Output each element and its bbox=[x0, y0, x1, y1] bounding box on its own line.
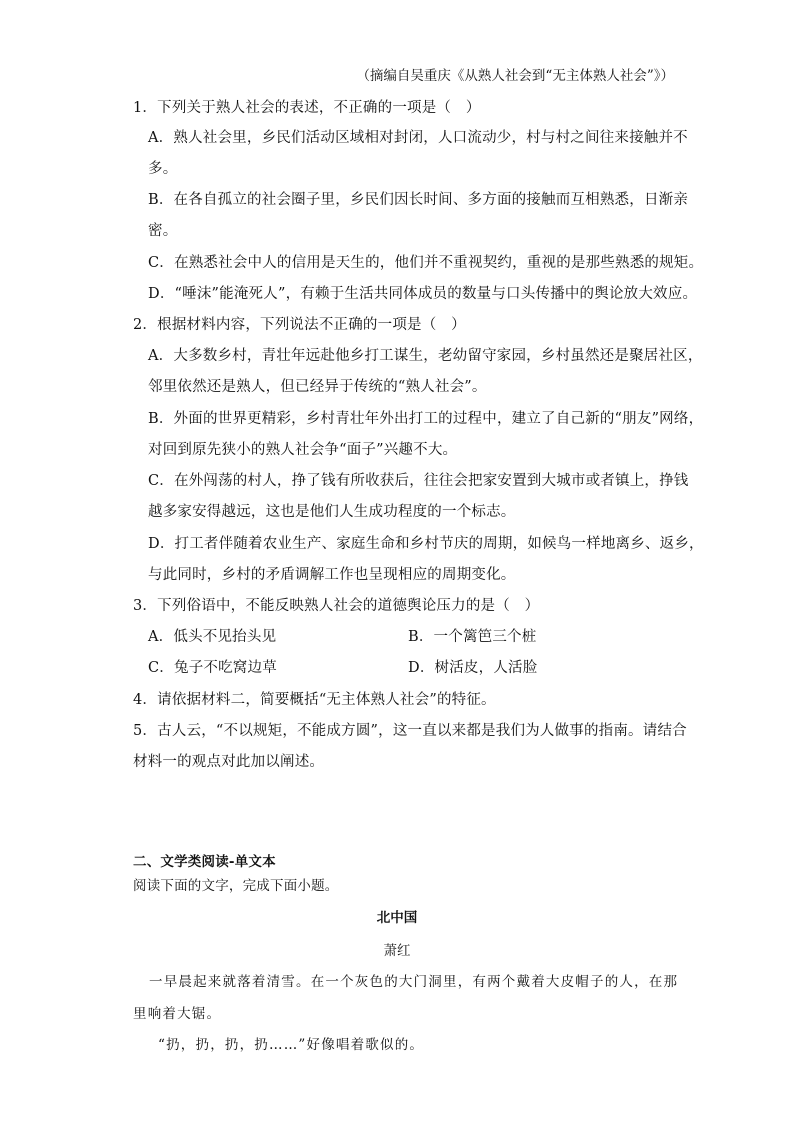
question-1-stem: 1．下列关于熟人社会的表述，不正确的一项是（ ） bbox=[133, 100, 481, 116]
question-3-stem: 3．下列俗语中，不能反映熟人社会的道德舆论压力的是（ ） bbox=[133, 598, 540, 614]
question-3-option-c: C．兔子不吃窝边草 bbox=[148, 660, 277, 676]
section-instruction: 阅读下面的文字，完成下面小题。 bbox=[133, 878, 339, 894]
question-3-option-b: B．一个篱笆三个桩 bbox=[408, 629, 537, 645]
passage-paragraph-1-cont: 里响着大锯。 bbox=[133, 1006, 222, 1022]
source-citation: （摘编自吴重庆《从熟人社会到“无主体熟人社会”》） bbox=[356, 68, 674, 84]
question-5-stem: 5．古人云，“不以规矩，不能成方圆”，这一直以来都是我们为人做事的指南。请结合 bbox=[133, 723, 687, 739]
question-1-option-a-cont: 多。 bbox=[148, 161, 178, 177]
question-1-option-d: D．“唾沫”能淹死人”，有赖于生活共同体成员的数量与口头传播中的舆论放大效应。 bbox=[148, 286, 698, 302]
question-1-option-c: C．在熟悉社会中人的信用是天生的，他们并不重视契约，重视的是那些熟悉的规矩。 bbox=[148, 255, 704, 271]
question-2-option-c-cont: 越多家安得越远，这也是他们人生成功程度的一个标志。 bbox=[148, 504, 516, 520]
passage-paragraph-1: 一早晨起来就落着清雪。在一个灰色的大门洞里，有两个戴着大皮帽子的人，在那 bbox=[149, 974, 679, 990]
question-2-option-a-cont: 邻里依然还是熟人，但已经异于传统的“熟人社会”。 bbox=[148, 379, 487, 395]
question-1-option-a: A．熟人社会里，乡民们活动区域相对封闭，人口流动少，村与村之间往来接触并不 bbox=[148, 130, 688, 146]
passage-title: 北中国 bbox=[376, 910, 418, 926]
question-3-option-a: A．低头不见抬头见 bbox=[148, 629, 277, 645]
question-4-stem: 4．请依据材料二，简要概括“无主体熟人社会”的特征。 bbox=[133, 692, 496, 708]
question-1-option-b-cont: 密。 bbox=[148, 223, 178, 239]
question-2-option-a: A．大多数乡村，青壮年远赴他乡打工谋生，老幼留守家园，乡村虽然还是聚居社区， bbox=[148, 348, 703, 364]
passage-paragraph-2: “扔，扔，扔，扔……”好像唱着歌似的。 bbox=[158, 1037, 425, 1053]
question-2-option-c: C．在外闯荡的村人，挣了钱有所收获后，往往会把家安置到大城市或者镇上，挣钱 bbox=[148, 473, 689, 489]
question-2-stem: 2．根据材料内容，下列说法不正确的一项是（ ） bbox=[133, 317, 466, 333]
question-2-option-d-cont: 与此同时，乡村的矛盾调解工作也呈现相应的周期变化。 bbox=[148, 567, 516, 583]
question-2-option-b-cont: 对回到原先狭小的熟人社会争“面子”兴趣不大。 bbox=[148, 442, 458, 458]
question-1-option-b: B．在各自孤立的社会圈子里，乡民们因长时间、多方面的接触而互相熟悉，日渐亲 bbox=[148, 192, 689, 208]
question-2-option-d: D．打工者伴随着农业生产、家庭生命和乡村节庆的周期，如候鸟一样地离乡、返乡， bbox=[148, 536, 704, 552]
question-3-option-d: D．树活皮，人活脸 bbox=[408, 660, 538, 676]
question-5-stem-cont: 材料一的观点对此加以阐述。 bbox=[133, 754, 325, 770]
section-heading: 二、文学类阅读-单文本 bbox=[133, 854, 276, 870]
question-2-option-b: B．外面的世界更精彩，乡村青壮年外出打工的过程中，建立了自己新的“朋友”网络， bbox=[148, 411, 704, 427]
passage-author: 萧红 bbox=[383, 943, 411, 959]
